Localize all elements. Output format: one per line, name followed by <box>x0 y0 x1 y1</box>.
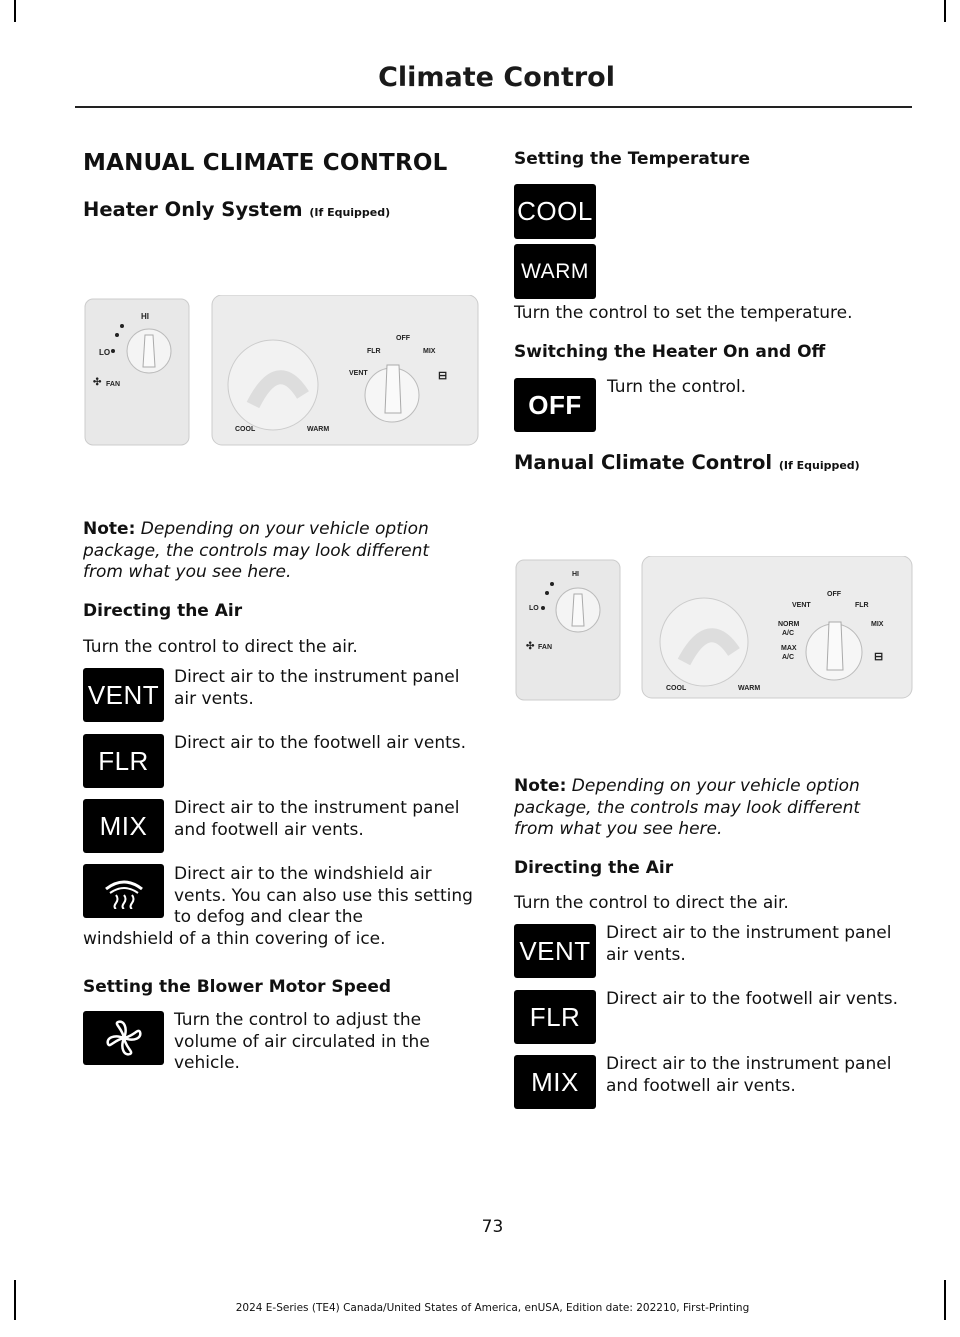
header-divider <box>75 106 912 108</box>
svg-text:COOL: COOL <box>235 426 256 433</box>
floor-mode-text: Direct air to the footwell air vents. <box>174 733 467 753</box>
mix-mode-text: Direct air to the instrument panel and footwell air vents. <box>174 798 460 840</box>
svg-text:HI: HI <box>141 312 149 321</box>
floor-mode-icon: FLR <box>514 990 596 1044</box>
note-2: Note: Depending on your vehicle option package, the controls may look different from what you see here. <box>514 776 861 839</box>
svg-text:⊟: ⊟ <box>874 651 884 663</box>
vent-mode-icon: VENT <box>83 668 164 722</box>
windshield-defrost-icon <box>83 864 164 918</box>
svg-text:OFF: OFF <box>827 591 841 598</box>
mix-mode-icon: MIX <box>514 1055 596 1109</box>
floor-mode-text: Direct air to the footwell air vents. <box>606 989 899 1009</box>
fan-icon: ✣ <box>526 641 535 652</box>
svg-text:OFF: OFF <box>396 335 410 342</box>
blower-heading: Setting the Blower Motor Speed <box>83 977 392 997</box>
svg-text:FLR: FLR <box>367 348 381 355</box>
switching-heading: Switching the Heater On and Off <box>514 342 826 362</box>
svg-text:VENT: VENT <box>349 370 368 377</box>
defrost-text-b: windshield of a thin covering of ice. <box>83 929 386 949</box>
page-number: 73 <box>481 1217 504 1237</box>
temperature-text: Turn the control to set the temperature. <box>514 303 853 323</box>
manual-climate-heading: Manual Climate Control (If Equipped) <box>514 451 860 474</box>
svg-text:MAX: MAX <box>781 645 797 652</box>
section-title: MANUAL CLIMATE CONTROL <box>83 150 448 176</box>
mix-mode-text: Direct air to the instrument panel and footwell air vents. <box>606 1054 892 1096</box>
directing-air-heading-2: Directing the Air <box>514 858 674 878</box>
floor-mode-icon: FLR <box>83 734 164 788</box>
svg-text:A/C: A/C <box>782 654 795 661</box>
blower-text: Turn the control to adjust the volume of air circulated in the vehicle. <box>174 1010 430 1073</box>
mix-mode-icon: MIX <box>83 799 164 853</box>
svg-text:COOL: COOL <box>666 685 687 692</box>
svg-text:LO: LO <box>99 348 111 357</box>
off-text: Turn the control. <box>607 377 747 397</box>
svg-text:NORM: NORM <box>778 621 800 628</box>
directing-air-heading-1: Directing the Air <box>83 601 243 621</box>
svg-text:MIX: MIX <box>871 621 884 628</box>
fan-icon <box>83 1011 164 1065</box>
heater-control-panel-figure <box>83 295 479 447</box>
heater-only-heading: Heater Only System (If Equipped) <box>83 198 391 221</box>
svg-text:FLR: FLR <box>855 602 869 609</box>
svg-text:HI: HI <box>572 571 579 578</box>
crop-mark-bottom-right <box>944 1280 946 1320</box>
svg-text:WARM: WARM <box>307 426 330 433</box>
directing-air-text-2: Turn the control to direct the air. <box>514 893 789 913</box>
temperature-heading: Setting the Temperature <box>514 149 750 169</box>
note-1: Note: Depending on your vehicle option package, the controls may look different from what you see here. <box>83 519 430 582</box>
vent-mode-icon: VENT <box>514 924 596 978</box>
svg-text:A/C: A/C <box>782 630 795 637</box>
crop-mark-top-left <box>14 0 16 22</box>
svg-text:FAN: FAN <box>106 381 120 388</box>
svg-text:⊟: ⊟ <box>438 370 448 382</box>
warm-icon: WARM <box>514 244 596 299</box>
cool-icon: COOL <box>514 184 596 239</box>
svg-text:VENT: VENT <box>792 602 811 609</box>
svg-text:FAN: FAN <box>538 644 552 651</box>
svg-text:MIX: MIX <box>423 348 436 355</box>
crop-mark-bottom-left <box>14 1280 16 1320</box>
vent-mode-text: Direct air to the instrument panel air vents. <box>606 923 892 965</box>
edition-info: 2024 E-Series (TE4) Canada/United States of America, enUSA, Edition date: 202210, First-Printing <box>235 1302 750 1314</box>
fan-icon: ✣ <box>93 377 102 388</box>
defrost-text-a: Direct air to the windshield air vents. You can also use this setting to defog and clear the <box>174 864 473 927</box>
crop-mark-top-right <box>944 0 946 22</box>
off-icon: OFF <box>514 378 596 432</box>
manual-climate-panel-figure <box>514 556 914 704</box>
svg-text:WARM: WARM <box>738 685 761 692</box>
directing-air-text-1: Turn the control to direct the air. <box>83 637 358 657</box>
page-header-title: Climate Control <box>378 62 615 93</box>
vent-mode-text: Direct air to the instrument panel air vents. <box>174 667 460 709</box>
svg-text:LO: LO <box>529 605 539 612</box>
